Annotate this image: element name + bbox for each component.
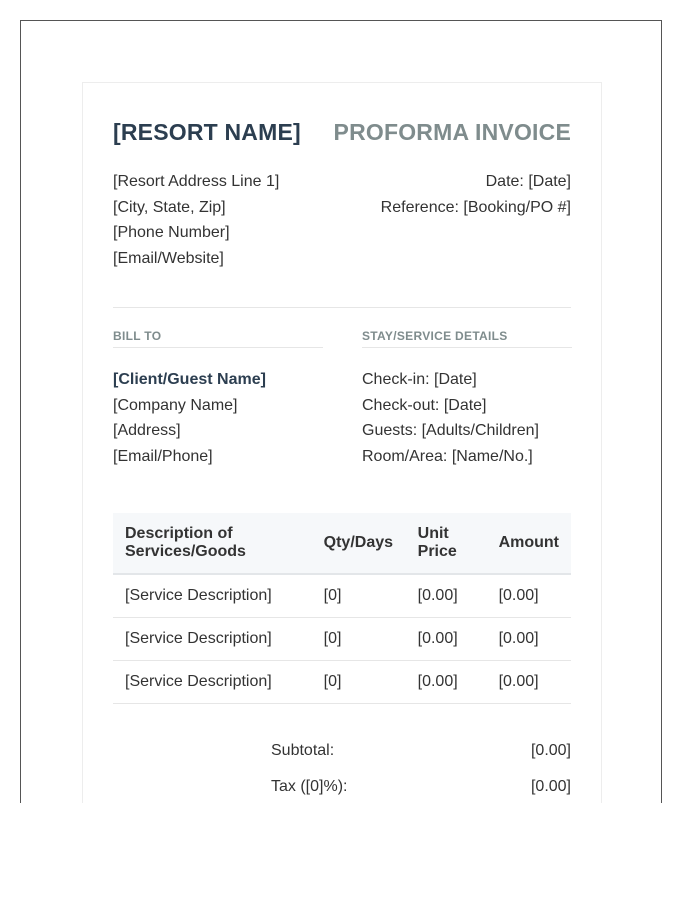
subtotal-value: [0.00]: [530, 742, 571, 759]
bill-to-lines: [113, 367, 323, 470]
table-row: [113, 618, 571, 661]
check-out: Check-out: [Date]: [362, 396, 487, 414]
tax-label: Tax ([0]%):: [271, 778, 348, 795]
subtotal-label: Subtotal:: [271, 742, 335, 759]
resort-name: [RESORT NAME]: [113, 119, 301, 145]
invoice-date: Date: [Date]: [485, 173, 571, 190]
document-title: PROFORMA INVOICE: [333, 119, 571, 145]
client-contact: [Email/Phone]: [113, 448, 213, 466]
row-amount: [0.00]: [487, 618, 571, 661]
table-header-row: [113, 513, 571, 574]
row-description: [Service Description]: [113, 618, 312, 661]
row-qty: [0]: [312, 661, 406, 704]
row-unit-price: [0.00]: [406, 618, 487, 661]
address-city: [City, State, Zip]: [113, 198, 226, 216]
header-unit-price: Unit Price: [406, 513, 487, 574]
address-line-1: [Resort Address Line 1]: [113, 173, 280, 190]
subtotal-row: [271, 738, 571, 774]
stay-details-lines: [362, 367, 572, 470]
invoice-header: [113, 119, 571, 146]
line-items-table: [113, 513, 571, 704]
client-name: [Client/Guest Name]: [113, 371, 266, 388]
header-amount: Amount: [487, 513, 571, 574]
stay-details-section: [362, 329, 572, 470]
row-description: [Service Description]: [113, 574, 312, 618]
row-qty: [0]: [312, 618, 406, 661]
invoice-page: [82, 82, 602, 803]
stay-details-title: STAY/SERVICE DETAILS: [362, 329, 572, 348]
row-amount: [0.00]: [487, 661, 571, 704]
invoice-meta-block: [381, 169, 571, 220]
row-qty: [0]: [312, 574, 406, 618]
tax-value: [0.00]: [530, 778, 571, 795]
company-name: [Company Name]: [113, 396, 238, 414]
invoice-reference: Reference: [Booking/PO #]: [380, 198, 571, 216]
table-row: [113, 661, 571, 704]
resort-address-block: [113, 169, 279, 272]
table-row: [113, 574, 571, 618]
client-address: [Address]: [113, 422, 181, 440]
guests: Guests: [Adults/Children]: [362, 422, 539, 440]
address-web: [Email/Website]: [113, 250, 224, 268]
check-in: Check-in: [Date]: [362, 371, 477, 388]
room-area: Room/Area: [Name/No.]: [362, 448, 533, 466]
bill-to-title: BILL TO: [113, 329, 323, 348]
totals-block: [271, 738, 571, 803]
document-viewport: [20, 20, 662, 803]
bill-to-section: [113, 329, 323, 470]
row-unit-price: [0.00]: [406, 661, 487, 704]
row-unit-price: [0.00]: [406, 574, 487, 618]
header-qty: Qty/Days: [312, 513, 406, 574]
address-phone: [Phone Number]: [113, 224, 230, 242]
row-amount: [0.00]: [487, 574, 571, 618]
header-divider: [113, 307, 571, 308]
header-description: Description of Services/Goods: [113, 513, 312, 574]
tax-row: [271, 774, 571, 803]
row-description: [Service Description]: [113, 661, 312, 704]
